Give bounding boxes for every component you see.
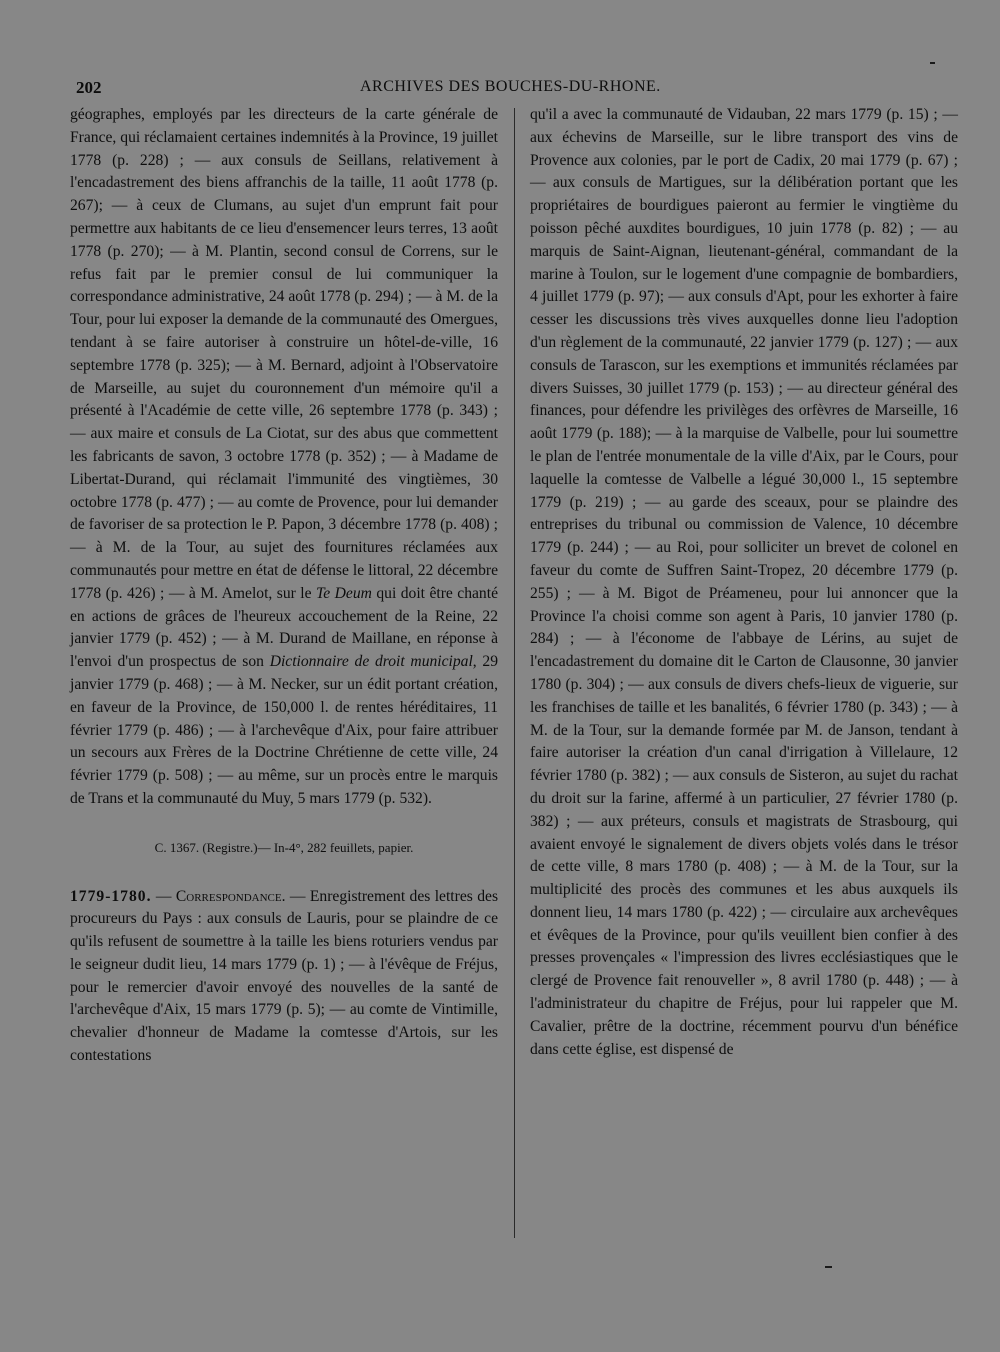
text-run: géographes, employés par les directeurs de la carte générale de France, qui réclamaient certaines indemnités à la Province, 19 juillet 1778 (p. 228) ; — aux consuls de Seillans, relativement à l'encadastrement des biens affranchis de la taille, 11 août 1778 (p. 267); — à ceux de Clumans, au sujet d'un emprunt fait pour permettre aux habitants de ce lieu d'ensemencer leurs terres, 13 août 1778 (p. 270); — à M. Plantin, second consul de Correns, sur le refus fait par le premier consul de lui communiquer la correspondance administrative, 24 août 1778 (p. 294) ; — à M. de la Tour, pour lui exposer la demande de la communauté des Omergues, tendant à se faire autoriser à construire un hôtel-de-ville, 16 septembre 1778 (p. 325); — à M. Bernard, adjoint à l'Observatoire de Marseille, au sujet du couronnement d'un mémoire qu'il a présenté à l'Académie de cette ville, 26 septembre 1778 (p. 343) ; — aux maire et consuls de La Ciotat, sur des abus que commettent les fabricants de savon, 3 octobre 1778 (p. 352) ; — à Madame de Libertat-Durand, qui réclamait l'immunité des vingtièmes, 30 octobre 1778 (p. 477) ; — au comte de Provence, pour lui demander de favoriser de sa protection le P. Papon, 3 décembre 1778 (p. 408) ; — à M. de la Tour, au sujet des fournitures réclamées aux communautés pour mettre en état de défense le littoral, 22 décembre 1778 (p. 426) ; — à M. Amelot, sur le <box>70 106 498 602</box>
text-run: qui doit être chanté en actions de grâces de l'heureux accouchement de la Reine, 22 janvier 1779 (p. 452) ; — à M. Durand de Maillane, en réponse à l'envoi d'un prospectus de son <box>70 584 498 671</box>
left-column <box>70 104 498 1068</box>
print-speck <box>825 1266 832 1268</box>
running-title: ARCHIVES DES BOUCHES-DU-RHONE. <box>360 78 661 95</box>
italic-title: Dictionnaire de droit municipal <box>269 653 473 671</box>
column-divider <box>514 108 515 1238</box>
text-run: . — Enregistrement des lettres des procureurs du Pays : aux consuls de Lauris, pour se plaindre de ce qu'ils refusent de soumettre à la taille les biens roturiers vendus par le seigneur dudit lieu, 14 mars 1779 (p. 1) ; — à l'évêque de Fréjus, pour le remercier d'avoir envoyé des nouvelles de la santé de l'archevêque d'Aix, 15 mars 1779 (p. 5); — au comte de Vintimille, chevalier d'honneur de Madame la comtesse d'Artois, sur les contestations <box>70 887 499 1065</box>
left-paragraph <box>70 104 498 811</box>
text-run: , 29 janvier 1779 (p. 468) ; — à M. Necker, sur un édit portant création, en faveur de la Province, de 150,000 l. de rentes héréditaires, 11 février 1779 (p. 486) ; — à l'archevêque d'Aix, pour faire attribuer un secours aux Frères de la Doctrine Chrétienne de cette ville, 24 février 1779 (p. 508) ; — au même, sur un procès entre le marquis de Trans et la communauté du Muy, 5 mars 1779 (p. 532). <box>70 653 499 807</box>
print-speck <box>930 62 935 64</box>
entry-paragraph <box>70 886 498 1068</box>
italic-title: Te Deum <box>316 584 372 602</box>
right-column <box>530 104 958 1061</box>
right-paragraph: qu'il a avec la communauté de Vidauban, 22 mars 1779 (p. 15) ; — aux échevins de Marseille, sur le libre transport des vins de Provence aux colonies, par le port de Cadix, 20 mai 1779 (p. 67) ; — aux consuls de Martigues, sur la délibération portant que les propriétaires de bourdigues paieront au fermier le vingtième du poisson pêché auxdites bourdigues, 10 juin 1778 (p. 82) ; — au marquis de Saint-Aignan, lieutenant-général, commandant de la marine à Toulon, sur le logement d'une compagnie de bombardiers, 4 juillet 1779 (p. 97); — aux consuls d'Apt, pour les exhorter à faire cesser les discussions très vives auxquelles donne lieu l'adoption d'un règlement de la communauté, 22 janvier 1779 (p. 127) ; — aux consuls de Tarascon, sur les exemptions et immunités réclamées par divers Suisses, 30 juillet 1779 (p. 153) ; — au directeur général des finances, pour défendre les privilèges des orfèvres de Marseille, 16 août 1779 (p. 188); — à la marquise de Valbelle, pour lui soumettre le plan de l'entrée monumentale de la ville d'Aix, par le Cours, pour laquelle la comtesse de Valbelle a légué 30,000 l., 15 septembre 1779 (p. 219) ; — au garde des sceaux, pour se plaindre des entreprises du tribunal ou commission de Valence, 10 décembre 1779 (p. 244) ; — au Roi, pour solliciter un brevet de colonel en faveur du comte de Suffren Saint-Tropez, 20 décembre 1779 (p. 255) ; — à M. Bigot de Préameneu, pour lui annoncer que la Province l'a choisi comme son agent à Paris, 10 janvier 1780 (p. 284) ; — à l'économe de l'abbaye de Lérins, au sujet de l'encadastrement du domaine dit le Carton de Clausonne, 30 janvier 1780 (p. 304) ; — aux consuls de divers chefs-lieux de viguerie, sur les franchises de taille et les banalités, 6 février 1780 (p. 343) ; — à M. de la Tour, sur la demande formée par M. de Janson, tendant à faire autoriser la création d'un canal d'irrigation à Villelaure, 12 février 1780 (p. 382) ; — aux consuls de Sisteron, au sujet du rachat du droit sur la farine, affermé à un particulier, 27 février 1780 (p. 382) ; — aux préteurs, consuls et magistrats de Strasbourg, qui avaient envoyé le signalement de divers objets volés dans le trésor de cette ville, 8 mars 1780 (p. 408) ; — à M. de la Tour, sur la multiplicité des procès des communes et les abus auxquels ils donnent lieu, 14 mars 1780 (p. 422) ; — circulaire aux archevêques et évêques de la Province, pour qu'ils veuillent bien confier à des presses provençales « l'impression des livres ecclésiastiques que le clergé de Provence fait renouveller », 8 avril 1780 (p. 448) ; — à l'administrateur du chapitre de Fréjus, pour lui rappeler que M. Cavalier, prêtre de la doctrine, récemment pourvu d'un bénéfice dans cette église, est dispensé de <box>530 106 958 1058</box>
page-number: 202 <box>76 78 102 97</box>
entry-date: 1779-1780. <box>70 887 152 905</box>
text-run: — <box>151 887 176 905</box>
entry-heading: Correspondance <box>175 887 282 905</box>
catalog-reference: C. 1367. (Registre.)— In-4°, 282 feuillets, papier. <box>154 839 414 855</box>
